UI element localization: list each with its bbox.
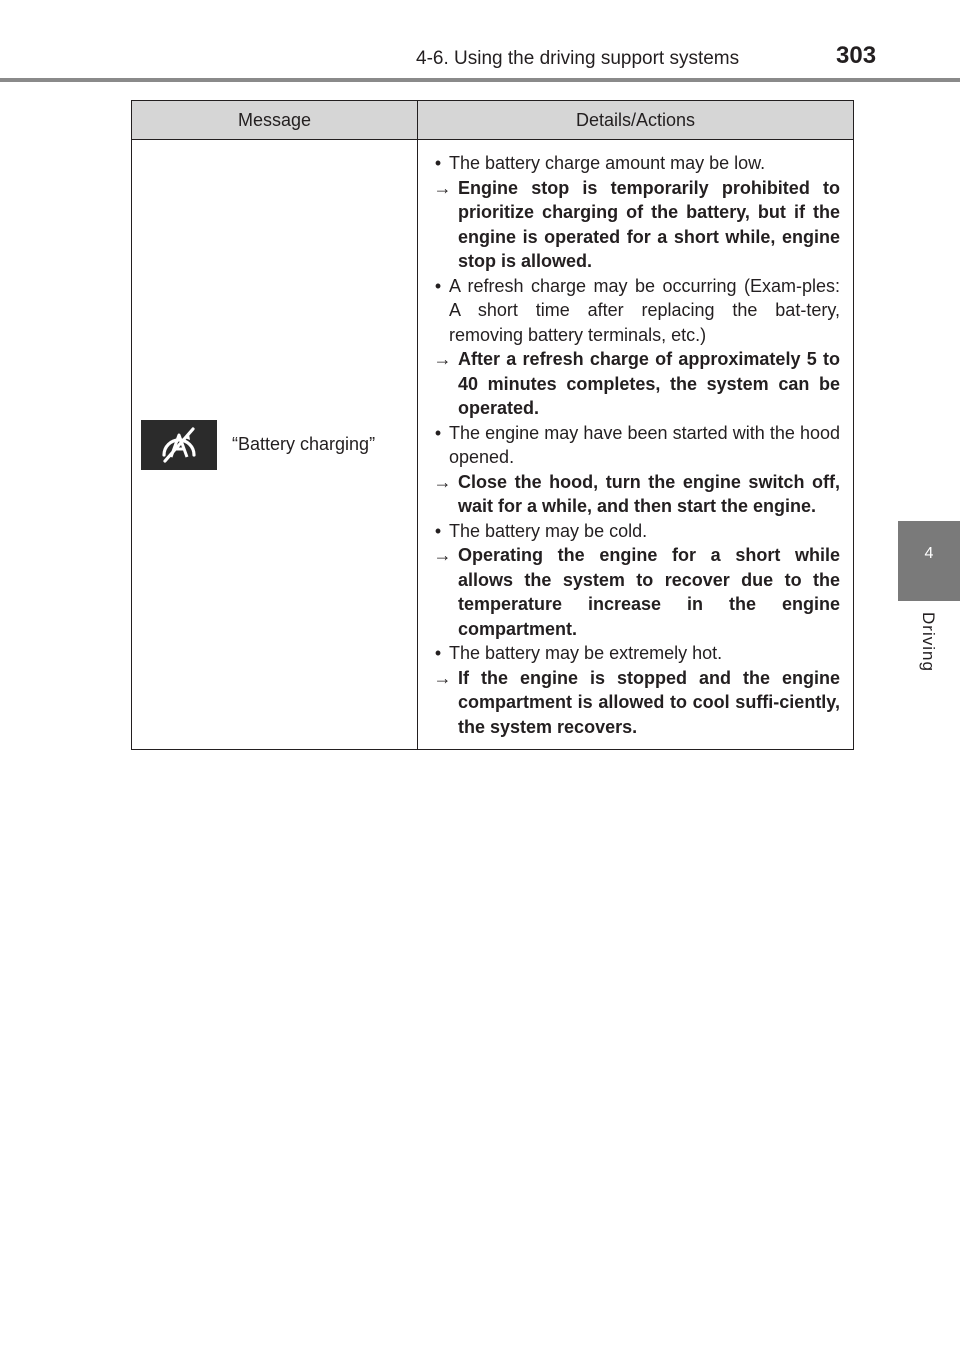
right-arrow-icon: → [433,545,452,565]
detail-condition: The battery may be extremely hot. [449,643,723,663]
message-cell [132,140,418,750]
header-details: Details/Actions [418,101,854,140]
bullet-icon: • [434,643,442,663]
section-title: 4-6. Using the driving support systems [416,48,740,69]
bullet-icon: • [434,520,442,541]
right-arrow-icon: → [433,177,452,198]
page-number: 303 [836,42,877,69]
stop-start-off-icon [156,425,202,465]
bullet-icon: • [434,275,442,296]
header-divider [0,78,960,82]
header-message: Message [132,101,418,140]
detail-action: Engine stop is temporarily prohibited to prioritize charging of the battery, but if the engine is operated for a short while, engine stop is allowed. [458,177,840,271]
detail-action: After a refresh charge of approximately 5 to 40 minutes completes, the system can be operated. [458,349,840,418]
detail-condition: A refresh charge may be occurring (Exam-ples: A short time after replacing the bat-tery, removing battery terminals, etc.) [449,275,840,345]
right-arrow-icon: → [433,349,452,369]
message-table [131,100,854,750]
table-row [132,140,854,750]
bullet-icon: • [434,153,442,173]
detail-condition: The battery charge amount may be low. [449,153,766,173]
detail-item [427,519,840,642]
detail-item [427,274,840,421]
engine-stop-disabled-icon [141,420,217,470]
details-cell [418,140,854,750]
table-header-row [132,101,854,140]
detail-action: Operating the engine for a short while allows the system to recover due to the temperature increase in the engine compartment. [458,545,840,639]
detail-item [427,151,840,274]
chapter-label: Driving [919,612,938,672]
detail-item [427,421,840,519]
right-arrow-icon: → [433,667,452,688]
detail-condition: The battery may be cold. [449,520,648,541]
detail-action: Close the hood, turn the engine switch off, wait for a while, and then start the engine. [458,471,840,516]
detail-item [427,641,840,739]
message-text: “Battery charging” [232,434,376,454]
chapter-number: 4 [924,545,934,562]
chapter-tab [898,521,960,601]
right-arrow-icon: → [433,471,452,492]
bullet-icon: • [434,422,442,443]
detail-action: If the engine is stopped and the engine compartment is allowed to cool suffi-ciently, the system recovers. [458,667,840,737]
detail-condition: The engine may have been started with the hood opened. [449,422,840,467]
